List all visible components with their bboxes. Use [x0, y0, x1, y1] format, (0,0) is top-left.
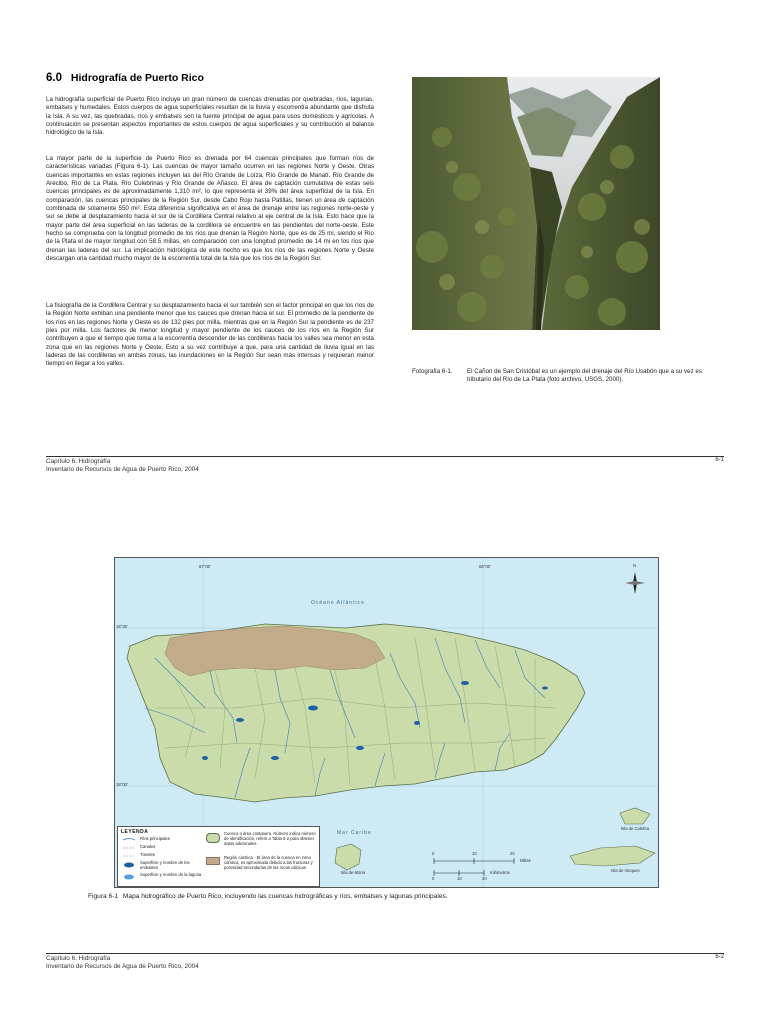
legend-reservoirs: Superficie y nombre de los embalses: [140, 860, 190, 870]
isla-de-vieques: [570, 846, 655, 866]
footer-chapter-2: Capítulo 6. Hidrografía: [46, 955, 111, 962]
ocean-label: Océano Atlántico: [311, 600, 365, 606]
section-number: 6.0: [46, 72, 62, 84]
karst-region: [165, 626, 385, 676]
legend-lagoons: Superficie y nombre de la laguna: [140, 872, 202, 877]
compass-north-label: N: [633, 563, 637, 568]
legend-karst-swatch: [206, 857, 220, 865]
legend-title: LEYENDA: [121, 829, 149, 835]
sea-label: Mar Caribe: [337, 830, 372, 836]
legend-basin-swatch: [206, 833, 220, 843]
paragraph-intro: La hidrografía superficial de Puerto Rico incluye un gran número de cuencas drenadas por quebradas, ríos, lagunas, embalses y humedales. Estos cuerpos de agua superficiales resultan de la lluvia y escorrentía abundante que disfruta la Isla. A su vez, las quebradas, ríos y embalses son la fuente principal de agua para usos domésticos y agrícolas. A continuación se presentan aspectos importantes de estos cuerpos de agua superficiales y su contribución al balance hidrológico de la Isla.: [46, 96, 374, 137]
section-title: Hidrografía de Puerto Rico: [70, 72, 204, 84]
scale-miles-20: 20: [510, 851, 515, 856]
legend-tunnels: Túneles: [140, 852, 155, 857]
isla-de-mona: [335, 844, 361, 870]
page-number-1: 6-1: [715, 457, 724, 463]
isla-de-culebra-label: Isla de Culebra: [621, 826, 650, 831]
scale-miles-label: Millas: [520, 858, 531, 863]
map-caption: [88, 893, 448, 900]
legend-symbols: [122, 837, 136, 887]
legend-karst-note: Región cárstica - El área de la cuenca en zona cárstica, es aproximada debido a las fracturas y porosidad secundarias de las rocas cálcicas.: [224, 855, 313, 870]
map-scale: [430, 853, 540, 883]
footer-inventory-1: Inventario de Recursos de Agua de Puerto Rico, 2004: [46, 466, 199, 473]
footer-rule-1: [46, 456, 724, 457]
page-number-2: 6-2: [715, 954, 724, 960]
footer-rule-2: [46, 953, 724, 954]
footer-chapter-1: Capítulo 6. Hidrografía: [46, 458, 111, 465]
section-heading: [46, 72, 204, 84]
legend-rivers: Ríos principales: [140, 836, 170, 841]
hydrographic-map: [114, 557, 659, 888]
scale-miles-0: 0: [432, 851, 435, 856]
canyon-photograph: [412, 77, 660, 330]
paragraph-basins: La mayor parte de la superficie de Puerto Rico es drenada por 64 cuencas principales que forman ríos de características variadas (Figura 6-1). Las cuencas de mayor tamaño ocurren en las regiones Norte y Oeste. Otras cuencas importantes en estas regiones incluyen las del Río Grande de Loíza, Río Grande de Manatí, Río Grande de Arecibo, Río de La Plata, Río Culebrinas y Río Grande de Añasco. El área de captación cumulativa de estas seis cuencas principales es de aproximadamente 1,310 mi², lo que representa el 39% del área superficial de la Isla. En comparación, las cuencas principales de la Región Sur, desde Cabo Rojo hasta Patillas, tienen un área de captación combinada de solamente 550 mi². Esta diferencia significativa en el área de drenaje entre las regiones norte-oeste y sur se debe al desplazamiento hacia el sur de la Cordillera Central relativo al eje central de la Isla. Esto hace que la mayor parte del área superficial en las laderas de la cordillera se encuentre en las pendientes del norte-oeste. Este hecho se comprueba con la longitud promedio de los ríos que drenan la Región Norte, que es de 25 mi, siendo el Río de la Plata el de mayor longitud con 58.5 millas, en comparación con una longitud promedio de 14 mi en los ríos que drenan las laderas del sur. La implicación hidrológica de este hecho es que los ríos de las regiones Norte y Oeste descargan una cantidad mucho mayor de la escorrentía total de la Isla que los ríos de la Región Sur.: [46, 155, 374, 263]
scale-km-0: 0: [432, 876, 435, 881]
latitude-top: 18°30': [116, 624, 128, 629]
isla-de-vieques-label: Isla de Vieques: [611, 868, 640, 873]
isla-de-culebra: [620, 808, 650, 824]
map-caption-text: Mapa hidrográfico de Puerto Rico, incluyendo las cuencas hidrográficas y ríos, embalses y lagunas principales.: [122, 893, 448, 900]
photo-caption-label: Fotografía 6-1.: [412, 368, 453, 375]
longitude-left: 67°00': [199, 564, 211, 569]
scale-km-20: 20: [482, 876, 487, 881]
longitude-right: 66°00': [479, 564, 491, 569]
map-legend: [117, 826, 320, 887]
scale-km-label: Kilómetros: [490, 870, 510, 875]
scale-miles-10: 10: [472, 851, 477, 856]
latitude-bottom: 18°00': [116, 782, 128, 787]
photo-caption-text: El Cañon de San Cristóbal es un ejemplo del drenaje del Río Usabón que a su vez es tributario del Río de La Plata (foto archivo, USGS, 2000).: [467, 368, 702, 384]
map-caption-label: Figura 6-1: [88, 893, 119, 900]
legend-basin-note: Cuenca o área costanera. Número indica número de identificación, referir a Tabla 6-2 para obtener datos adicionales.: [224, 831, 316, 846]
legend-canals: Canales: [140, 844, 156, 849]
footer-inventory-2: Inventario de Recursos de Agua de Puerto Rico, 2004: [46, 963, 199, 970]
isla-de-mona-label: Isla de Mona: [341, 870, 365, 875]
scale-km-10: 10: [457, 876, 462, 881]
compass-rose: [623, 563, 647, 598]
paragraph-physiography: La fisiografía de la Cordillera Central y su desplazamiento hacia el sur también son el factor principal en que los ríos de la Región Norte exhiban una pendiente menor que los cauces que drenan hacia el sur. El promedio de la pendiente de los ríos en las regiones Norte y Oeste es de 132 pies por milla, mientras que en la Región Sur la pendiente es de 237 pies por milla. Los factores de menor longitud y mayor pendiente de los cauces de los ríos en la Región Sur contribuyen a que el tiempo que toma a la escorrentía descender de las cordilleras hacia los valles sea menor en esta zona que en las regiones Norte y Oeste. Esto a su vez contribuye a que, para una cantidad de lluvia igual en las laderas de las cordilleras en ambas zonas, las inundaciones en la Región Sur sean más intensas y requieran menor tiempo en llegar a los valles.: [46, 302, 374, 368]
photo-caption: [412, 368, 724, 385]
